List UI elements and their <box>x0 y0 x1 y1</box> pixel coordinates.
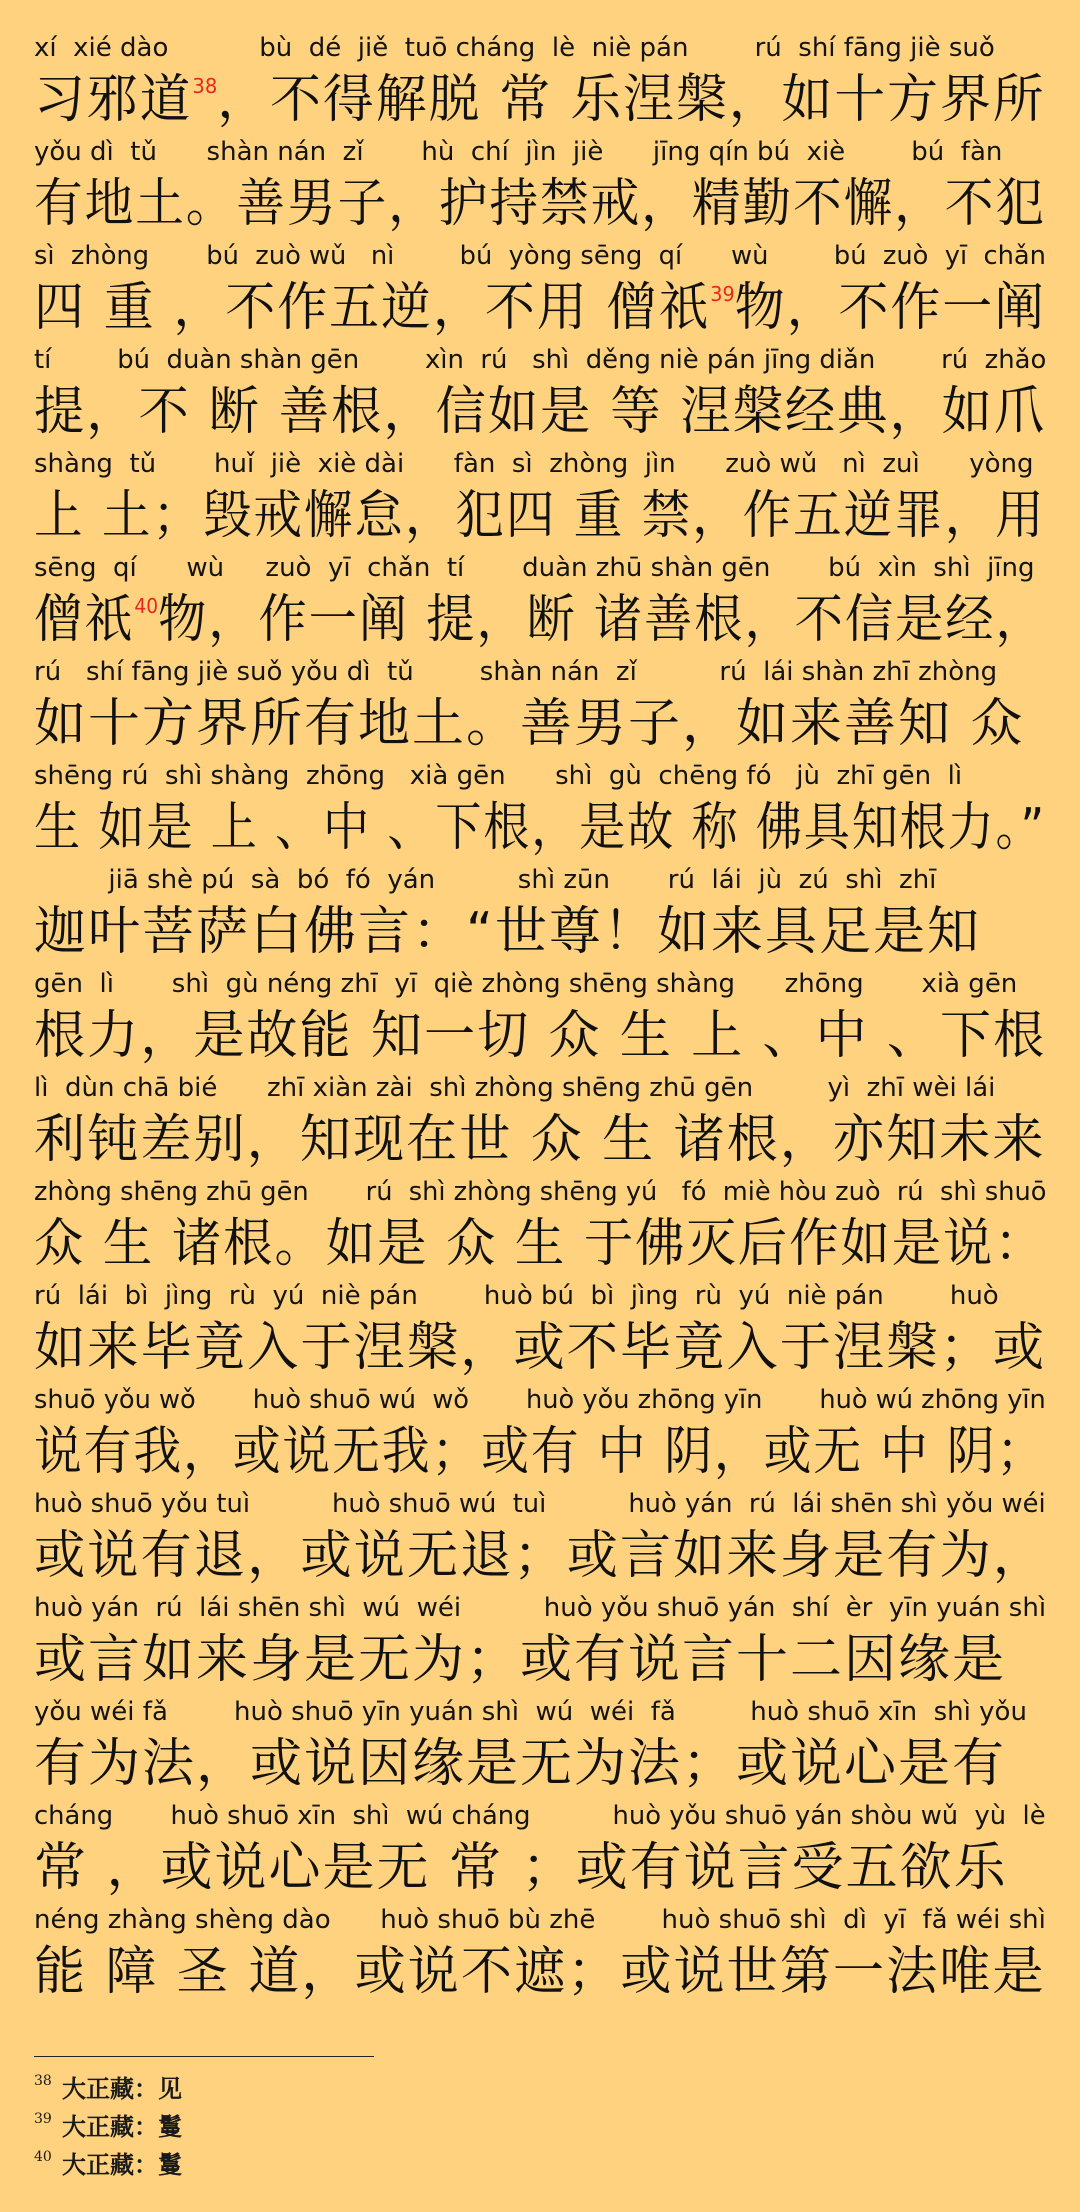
text-line <box>34 1902 1046 2006</box>
text-segment: 如十方界所有地土。善男子，如来善知 众 <box>34 694 1025 754</box>
pinyin-annotation: lì dùn chā bié zhī xiàn zài shì zhòng shēng zhū gēn yì zhī wèi lái <box>34 1073 996 1103</box>
footnote-number: 38 <box>34 2073 52 2089</box>
text-segment: 物，不作一阐 <box>734 278 1047 338</box>
chinese-text <box>34 1006 1047 1066</box>
footnote-ref[interactable]: 40 <box>134 594 159 618</box>
pinyin-annotation: jiā shè pú sà bó fó yán shì zūn rú lái jù zú shì zhī <box>34 865 937 895</box>
text-segment: ，不得解脱 常 乐涅槃，如十方界所 <box>217 70 1046 130</box>
pinyin-annotation: shuō yǒu wǒ huò shuō wú wǒ huò yǒu zhōng yīn huò wú zhōng yīn <box>34 1385 1046 1415</box>
pinyin-annotation: sì zhòng bú zuò wǔ nì bú yòng sēng qí wù bú zuò yī chǎn <box>34 241 1046 271</box>
text-segment: 根力，是故能 知一切 众 生 上 、中 、下根 <box>34 1006 1047 1066</box>
text-segment: 四 重 ，不作五逆，不用 僧祇 <box>34 278 711 338</box>
text-segment: 有地土。善男子，护持禁戒，精勤不懈，不犯 <box>34 174 1046 234</box>
footnote-divider <box>34 2056 374 2057</box>
footnote-number: 40 <box>34 2149 52 2165</box>
pinyin-annotation: rú lái bì jìng rù yú niè pán huò bú bì jìng rù yú niè pán huò <box>34 1281 999 1311</box>
chinese-text <box>34 1734 1046 1794</box>
chinese-text <box>34 590 1046 650</box>
footnote-source: 大正藏： <box>62 2112 158 2141</box>
pinyin-annotation: huò shuō yǒu tuì huò shuō wú tuì huò yán rú lái shēn shì yǒu wéi <box>34 1489 1046 1519</box>
footnote-variant: 见 <box>158 2074 182 2103</box>
chinese-text <box>34 694 1046 754</box>
chinese-text <box>34 1630 1046 1690</box>
text-segment: 常 ，或说心是无 常 ；或有说言受五欲乐 <box>34 1838 1008 1898</box>
pinyin-annotation: rú shí fāng jiè suǒ yǒu dì tǔ shàn nán zǐ rú lái shàn zhī zhòng <box>34 657 998 687</box>
footnote-item <box>34 2070 634 2108</box>
text-segment: 说有我，或说无我；或有 中 阴，或无 中 阴； <box>34 1422 1047 1482</box>
chinese-text <box>34 278 1047 338</box>
chinese-text <box>34 1318 1047 1378</box>
pinyin-annotation: néng zhàng shèng dào huò shuō bù zhē huò shuō shì dì yī fǎ wéi shì <box>34 1905 1046 1935</box>
text-segment: 提，不 断 善根，信如是 等 涅槃经典，如爪 <box>34 382 1047 442</box>
footnote-item <box>34 2108 634 2146</box>
chinese-text <box>34 1110 1046 1170</box>
chinese-text <box>34 798 1047 858</box>
pinyin-annotation: cháng huò shuō xīn shì wú cháng huò yǒu shuō yán shòu wǔ yù lè <box>34 1801 1046 1831</box>
text-segment: 生 如是 上 、中 、下根，是故 称 佛具知根力。” <box>34 798 1047 858</box>
text-segment: 众 生 诸根。如是 众 生 于佛灭后作如是说： <box>34 1214 1046 1274</box>
text-line <box>34 862 1046 966</box>
text-line <box>34 550 1046 654</box>
footnote-item <box>34 2146 634 2184</box>
text-segment: 能 障 圣 道，或说不遮；或说世第一法唯是 <box>34 1942 1046 2002</box>
chinese-text <box>34 1838 1046 1898</box>
pinyin-annotation: xí xié dào bù dé jiě tuō cháng lè niè pán rú shí fāng jiè suǒ <box>34 33 995 63</box>
pinyin-annotation: sēng qí wù zuò yī chǎn tí duàn zhū shàn gēn bú xìn shì jīng <box>34 553 1035 583</box>
text-segment: 迦叶菩萨白佛言：“世尊！如来具足是知 <box>34 902 981 962</box>
pinyin-annotation: yǒu wéi fǎ huò shuō yīn yuán shì wú wéi fǎ huò shuō xīn shì yǒu <box>34 1697 1027 1727</box>
text-line <box>34 1694 1046 1798</box>
footnotes <box>34 2070 634 2184</box>
chinese-text <box>34 1214 1046 1274</box>
footnote-number: 39 <box>34 2111 52 2127</box>
pinyin-annotation: huò yán rú lái shēn shì wú wéi huò yǒu shuō yán shí èr yīn yuán shì <box>34 1593 1047 1623</box>
pinyin-annotation: tí bú duàn shàn gēn xìn rú shì děng niè pán jīng diǎn rú zhǎo <box>34 345 1047 375</box>
pinyin-annotation: gēn lì shì gù néng zhī yī qiè zhòng shēng shàng zhōng xià gēn <box>34 969 1018 999</box>
text-line <box>34 342 1046 446</box>
pinyin-annotation: shàng tǔ huǐ jiè xiè dài fàn sì zhòng jìn zuò wǔ nì zuì yòng <box>34 449 1034 479</box>
text-line <box>34 1174 1046 1278</box>
text-line <box>34 1382 1046 1486</box>
text-line <box>34 1590 1046 1694</box>
text-line <box>34 238 1046 342</box>
text-line <box>34 446 1046 550</box>
chinese-text <box>34 1422 1047 1482</box>
text-line <box>34 1486 1046 1590</box>
pinyin-annotation: zhòng shēng zhū gēn rú shì zhòng shēng yú fó miè hòu zuò rú shì shuō <box>34 1177 1047 1207</box>
footnote-source: 大正藏： <box>62 2074 158 2103</box>
text-segment: 如来毕竟入于涅槃，或不毕竟入于涅槃；或 <box>34 1318 1047 1378</box>
text-segment: 习邪道 <box>34 70 193 130</box>
text-segment: 物，作一阐 提，断 诸善根，不信是经， <box>158 590 1046 650</box>
footnote-variant: 鬘 <box>158 2112 182 2141</box>
text-line <box>34 758 1046 862</box>
text-segment: 或说有退，或说无退；或言如来身是有为， <box>34 1526 1047 1586</box>
chinese-text <box>34 1942 1046 2002</box>
text-line <box>34 134 1046 238</box>
pinyin-annotation: yǒu dì tǔ shàn nán zǐ hù chí jìn jiè jīng qín bú xiè bú fàn <box>34 137 1003 167</box>
text-line <box>34 30 1046 134</box>
text-segment: 或言如来身是无为；或有说言十二因缘是 <box>34 1630 1007 1690</box>
pinyin-annotation: shēng rú shì shàng zhōng xià gēn shì gù chēng fó jù zhī gēn lì <box>34 761 963 791</box>
chinese-text <box>34 902 1046 962</box>
text-segment: 利钝差别，知现在世 众 生 诸根，亦知未来 <box>34 1110 1046 1170</box>
chinese-text <box>34 174 1046 234</box>
text-line <box>34 654 1046 758</box>
chinese-text <box>34 70 1046 130</box>
chinese-text <box>34 382 1047 442</box>
text-segment: 上 土；毁戒懈怠，犯四 重 禁，作五逆罪，用 <box>34 486 1046 546</box>
footnote-ref[interactable]: 38 <box>192 74 218 98</box>
text-line <box>34 1278 1046 1382</box>
chinese-text <box>34 1526 1047 1586</box>
text-segment: 僧祇 <box>34 590 135 650</box>
text-line <box>34 1070 1046 1174</box>
footnote-source: 大正藏： <box>62 2150 158 2179</box>
chinese-text <box>34 486 1046 546</box>
text-line <box>34 1798 1046 1902</box>
footnote-variant: 鬘 <box>158 2150 182 2179</box>
text-line <box>34 966 1046 1070</box>
footnote-ref[interactable]: 39 <box>710 282 735 306</box>
text-segment: 有为法，或说因缘是无为法；或说心是有 <box>34 1734 1007 1794</box>
